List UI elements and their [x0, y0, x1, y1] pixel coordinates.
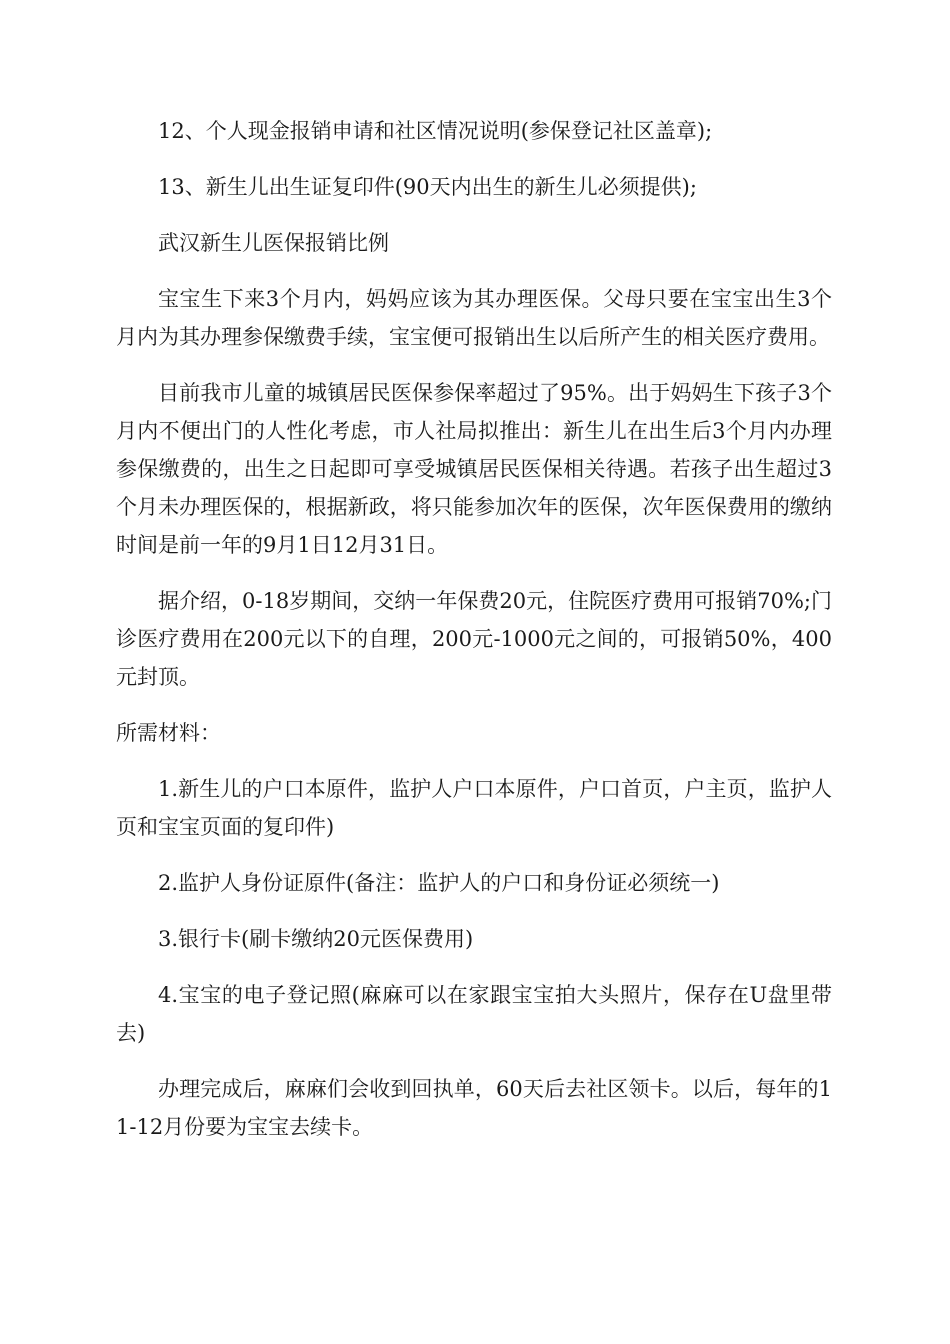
list-item-12: 12、个人现金报销申请和社区情况说明(参保登记社区盖章);: [158, 119, 713, 143]
paragraph-completion: 办理完成后，麻麻们会收到回执单，60天后去社区领卡。以后，每年的11-12月份要为宝宝去续卡。: [116, 1077, 832, 1139]
paragraph-reimbursement-rates: 据介绍，0-18岁期间，交纳一年保费20元，住院医疗费用可报销70%;门诊医疗费用在200元以下的自理，200元-1000元之间的，可报销50%，400元封顶。: [116, 589, 832, 689]
material-item-1: 1.新生儿的户口本原件，监护人户口本原件，户口首页，户主页，监护人页和宝宝页面的复印件): [116, 777, 832, 839]
material-item-2: 2.监护人身份证原件(备注：监护人的户口和身份证必须统一): [158, 871, 720, 895]
document-body: [116, 112, 832, 1164]
paragraph-enrollment-deadline: 宝宝生下来3个月内，妈妈应该为其办理医保。父母只要在宝宝出生3个月内为其办理参保缴费手续，宝宝便可报销出生以后所产生的相关医疗费用。: [116, 287, 832, 349]
section-heading-reimbursement-ratio: 武汉新生儿医保报销比例: [158, 231, 389, 255]
materials-heading: 所需材料：: [116, 721, 221, 745]
list-item-13: 13、新生儿出生证复印件(90天内出生的新生儿必须提供);: [158, 175, 697, 199]
material-item-4: 4.宝宝的电子登记照(麻麻可以在家跟宝宝拍大头照片，保存在U盘里带去): [116, 983, 832, 1045]
material-item-3: 3.银行卡(刷卡缴纳20元医保费用): [158, 927, 474, 951]
paragraph-policy-details: 目前我市儿童的城镇居民医保参保率超过了95%。出于妈妈生下孩子3个月内不便出门的人性化考虑，市人社局拟推出：新生儿在出生后3个月内办理参保缴费的，出生之日起即可享受城镇居民医保相关待遇。若孩子出生超过3个月未办理医保的，根据新政，将只能参加次年的医保，次年医保费用的缴纳时间是前一年的9月1日12月31日。: [116, 381, 832, 557]
